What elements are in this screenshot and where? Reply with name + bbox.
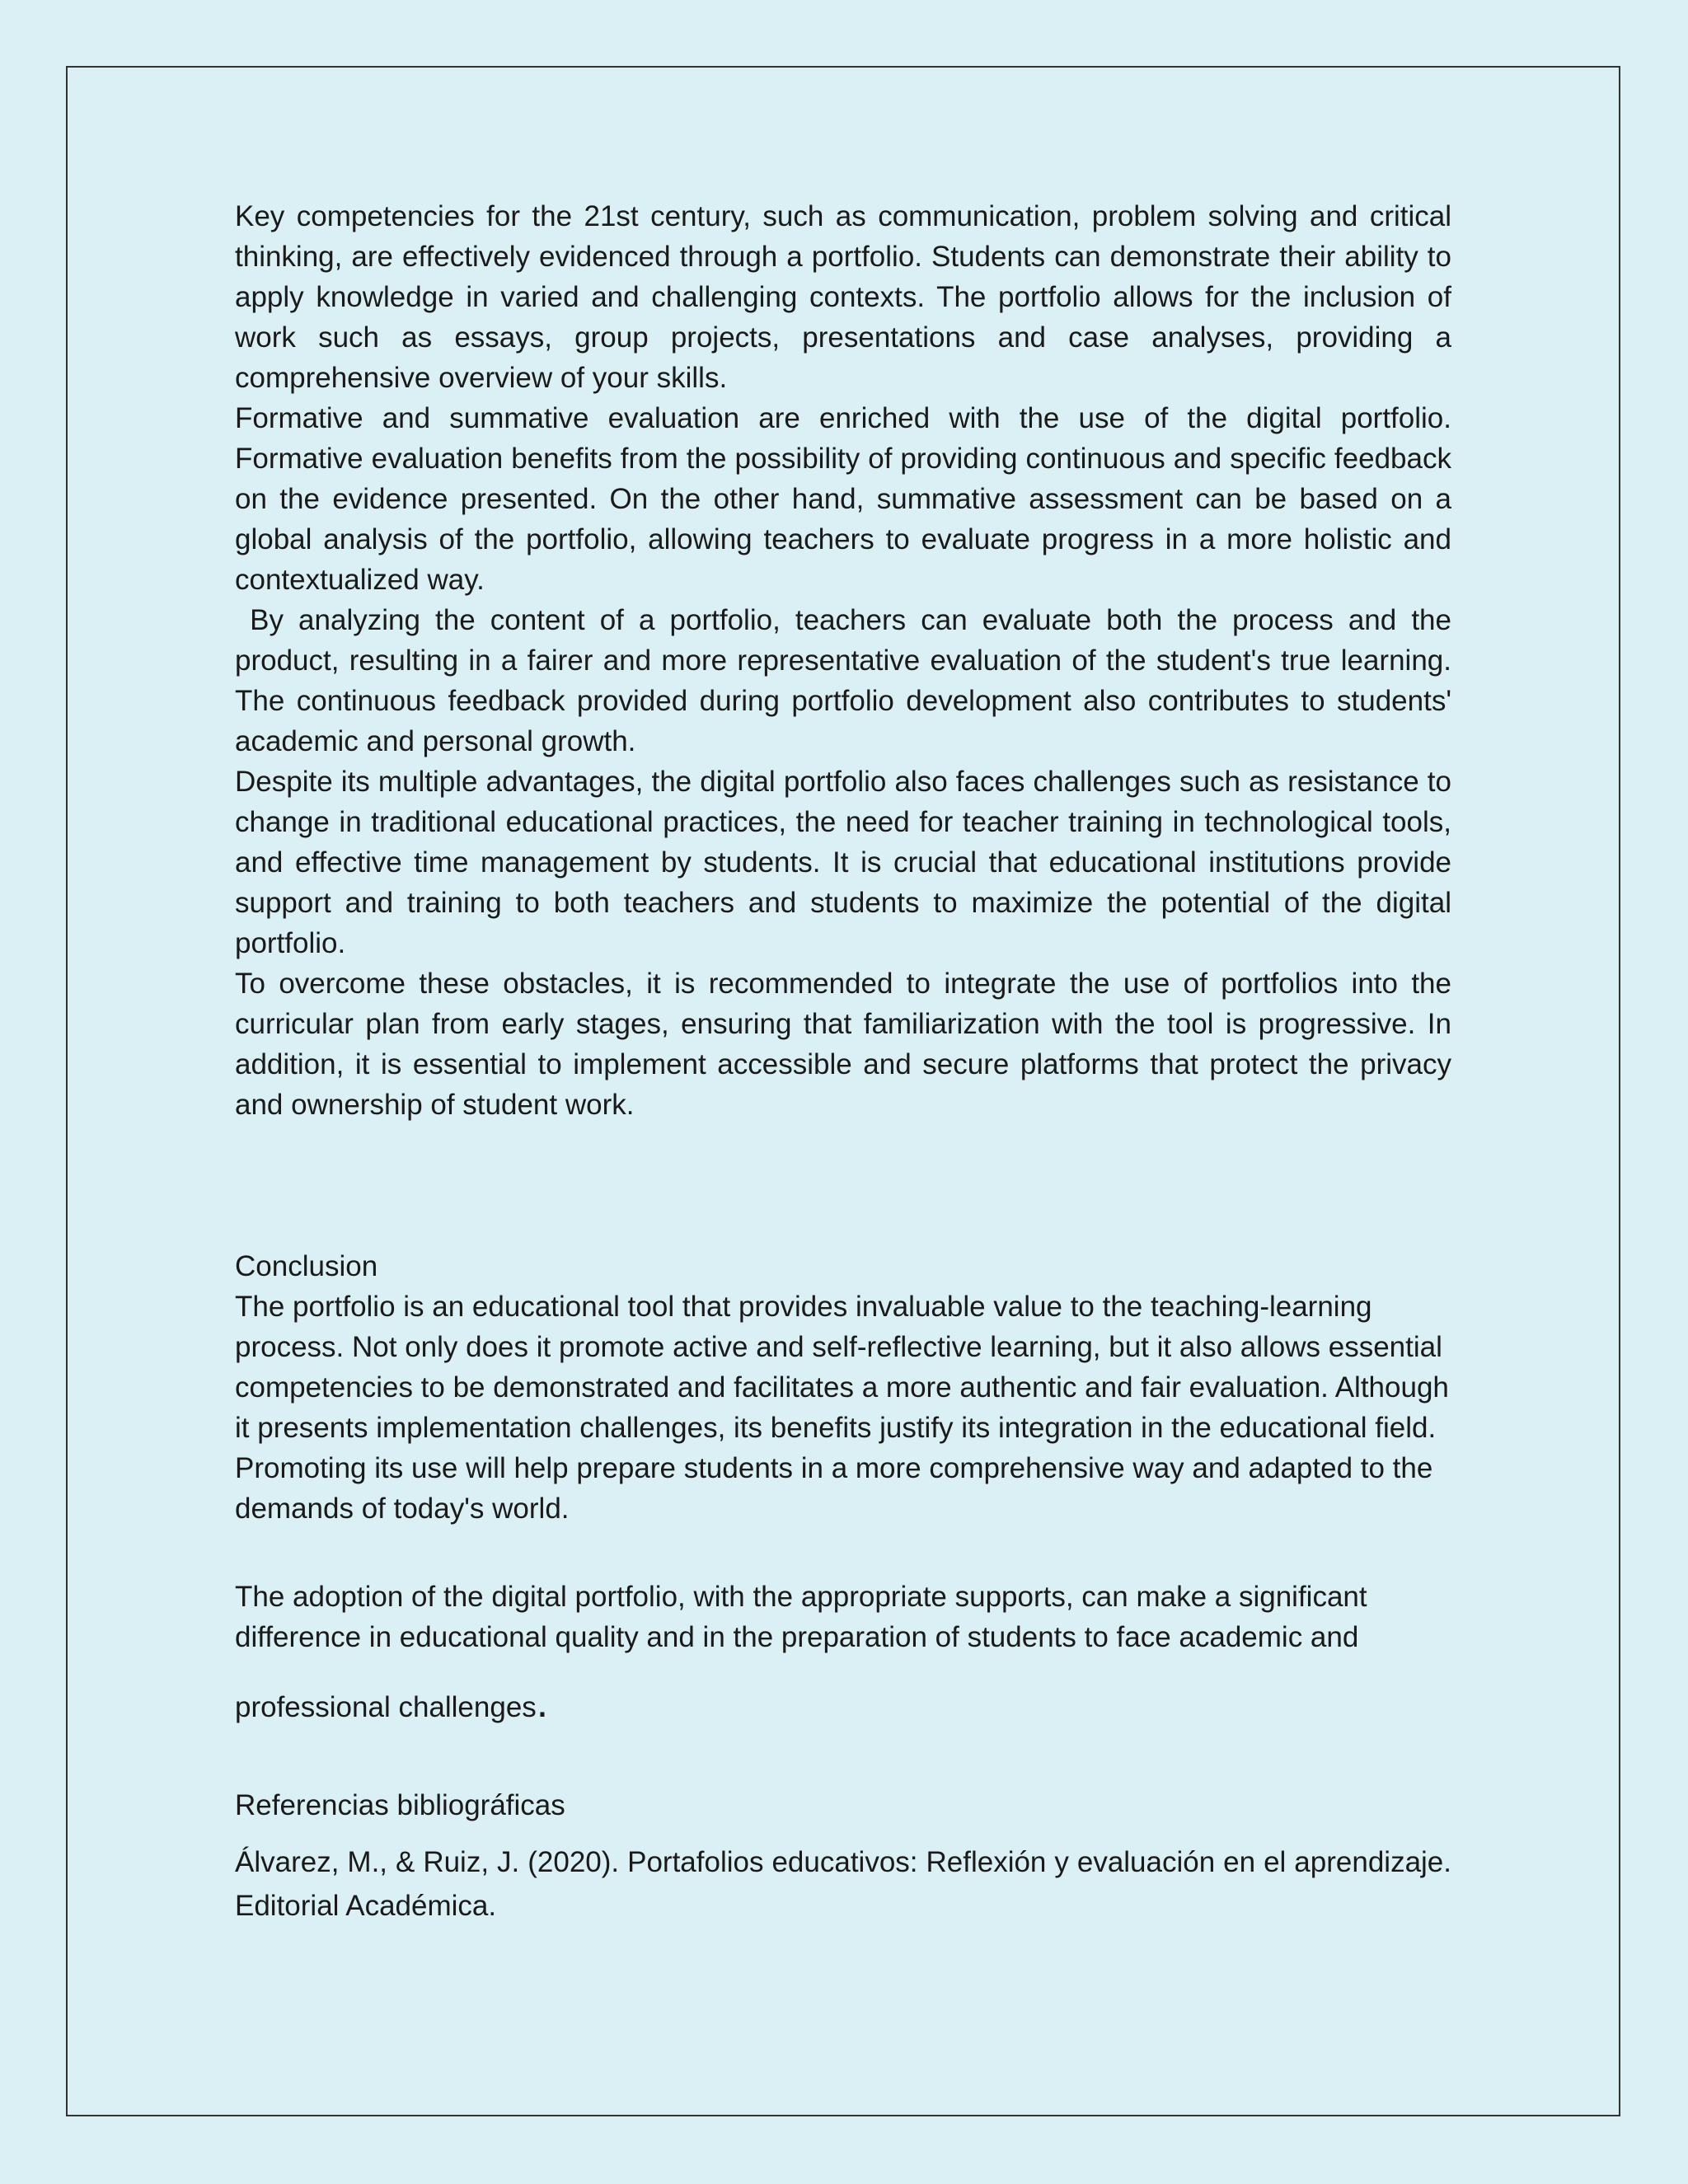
spacer [235, 1825, 1451, 1840]
closing-paragraph-end [235, 1679, 1451, 1727]
body-paragraph: By analyzing the content of a portfolio, teachers can evaluate both the process and the product, resulting in a fairer and more representative evaluation of the student's true learning. The continuous feedback provided during portfolio development also contributes to students' academic and personal growth. [235, 604, 1451, 757]
references-heading: Referencias bibliográficas [235, 1789, 565, 1821]
spacer [235, 1727, 1451, 1785]
body-paragraph: To overcome these obstacles, it is recommended to integrate the use of portfolios into the curricular plan from early stages, ensuring that familiarization with the tool is progressive. In addition, it is essential to implement accessible and secure platforms that protect the privacy and ownership of student work. [235, 968, 1451, 1121]
closing-paragraph [235, 1577, 1451, 1657]
spacer [235, 1529, 1451, 1577]
reference-item: Álvarez, M., & Ruiz, J. (2020). Portafolios educativos: Reflexión y evaluación en el aprendizaje. Editorial Académica. [235, 1846, 1451, 1922]
document-content [235, 196, 1451, 1928]
spacer [235, 1125, 1451, 1246]
closing-line-2: professional challenges [235, 1691, 537, 1723]
closing-dot: . [536, 1679, 549, 1727]
body-paragraph: Formative and summative evaluation are enriched with the use of the digital portfolio. Formative evaluation benefits from the possibility of providing continuous and specific feedback on the evidence presented. On the other hand, summative assessment can be based on a global analysis of the portfolio, allowing teachers to evaluate progress in a more holistic and contextualized way. [235, 402, 1451, 596]
conclusion-heading: Conclusion [235, 1250, 378, 1282]
conclusion-paragraph: The portfolio is an educational tool that provides invaluable value to the teaching-learning process. Not only does it promote active and self-reflective learning, but it also allows essential competencies to be demonstrated and facilitates a more authentic and fair evaluation. Although it presents implementation challenges, its benefits justify its integration in the educational field. Promoting its use will help prepare students in a more comprehensive way and adapted to the demands of today's world. [235, 1291, 1449, 1525]
closing-line-1: The adoption of the digital portfolio, with the appropriate supports, can make a significant difference in educational quality and in the preparation of students to face academic and [235, 1581, 1367, 1653]
body-paragraph: Key competencies for the 21st century, such as communication, problem solving and critical thinking, are effectively evidenced through a portfolio. Students can demonstrate their ability to apply knowledge in varied and challenging contexts. The portfolio allows for the inclusion of work such as essays, group projects, presentations and case analyses, providing a comprehensive overview of your skills. [235, 200, 1451, 394]
body-paragraph: Despite its multiple advantages, the digital portfolio also faces challenges such as resistance to change in traditional educational practices, the need for teacher training in technological tools, and effective time management by students. It is crucial that educational institutions provide support and training to both teachers and students to maximize the potential of the digital portfolio. [235, 766, 1451, 959]
